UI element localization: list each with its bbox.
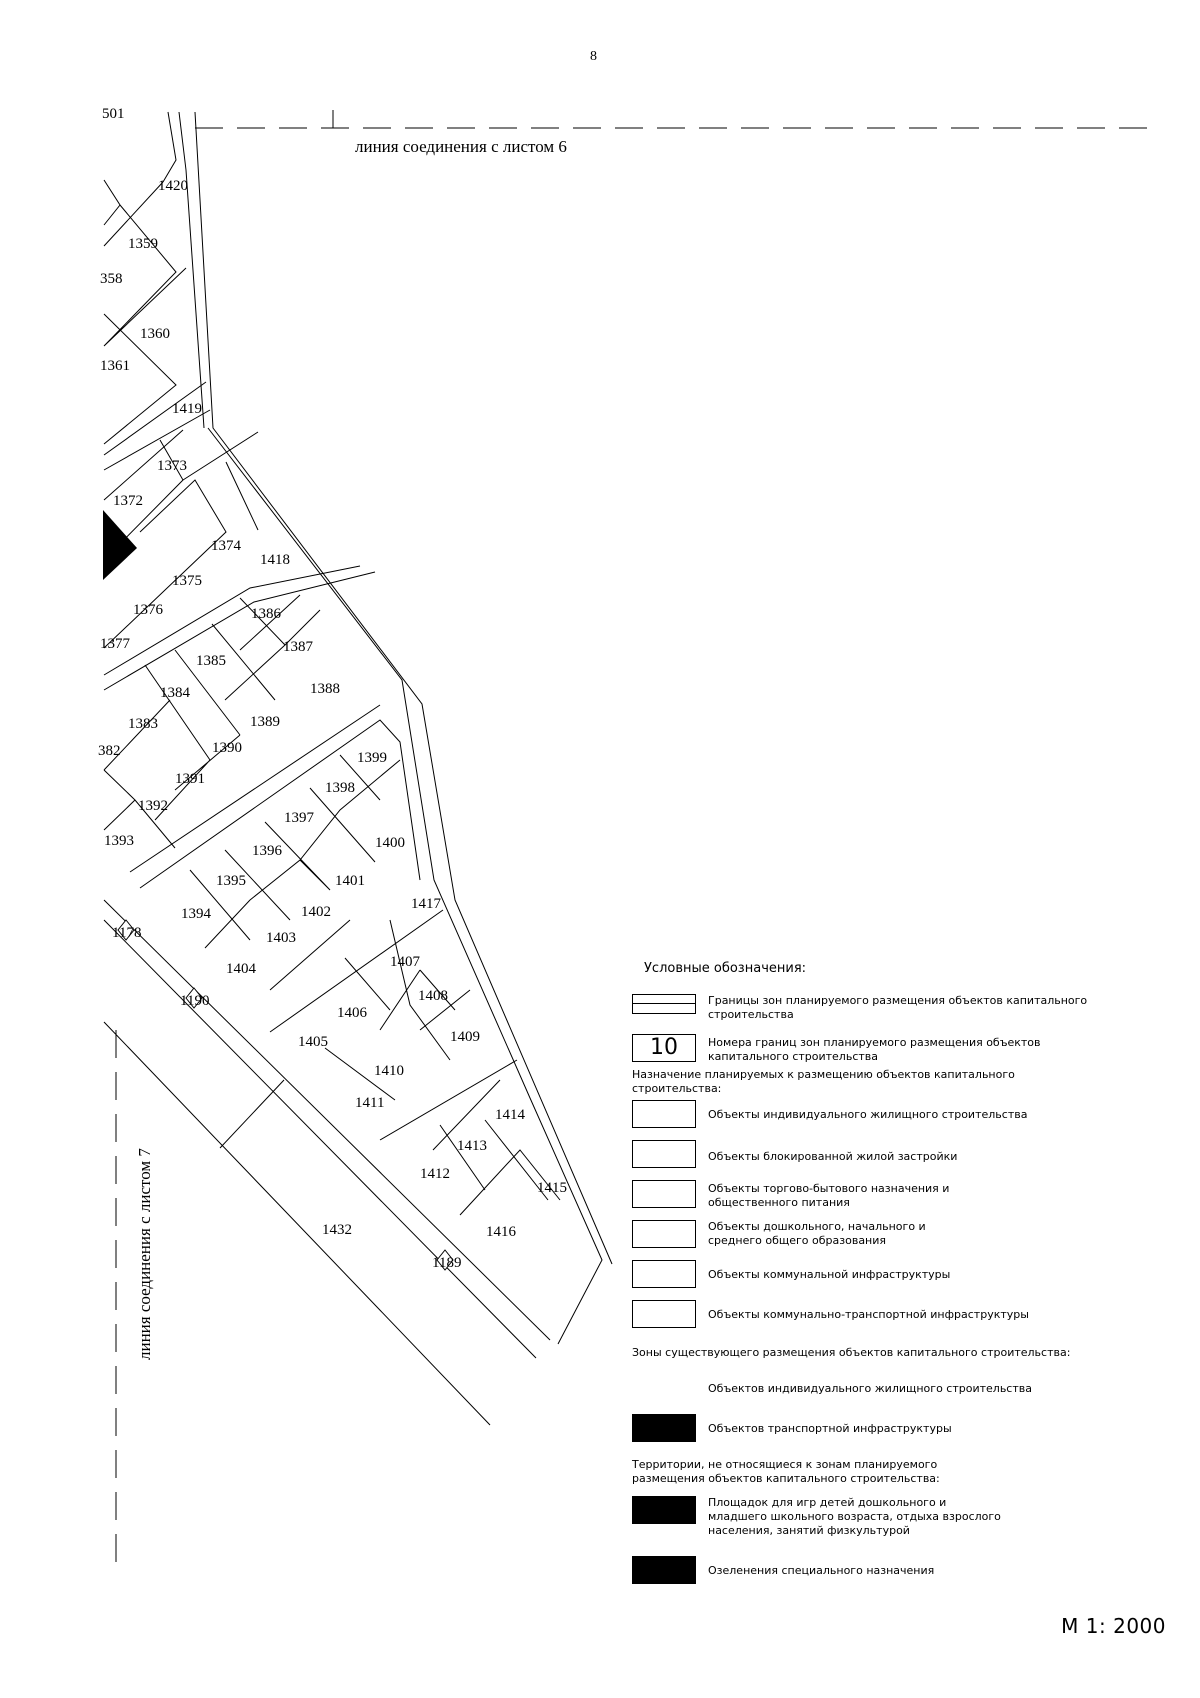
lot-label-1359: 1359 <box>128 236 158 252</box>
lot-label-1382: 382 <box>98 743 121 759</box>
territory-item-2: Озеленения специального назначения <box>708 1564 935 1577</box>
map-scale: М 1: 2000 <box>1061 1614 1166 1638</box>
lot-label-1404: 1404 <box>226 961 256 977</box>
purpose-item-4: Объекты дошкольного, начального и среднего общего образования <box>708 1220 926 1247</box>
territory-heading: Территории, не относящиеся к зонам планируемого размещения объектов капитального строительства: <box>632 1458 940 1485</box>
territory-swatch-1 <box>632 1496 696 1524</box>
lot-label-1420: 1420 <box>158 178 188 194</box>
lot-label-1374: 1374 <box>211 538 241 554</box>
lot-label-1386: 1386 <box>251 606 281 622</box>
lot-label-1392: 1392 <box>138 798 168 814</box>
lot-label-1376: 1376 <box>133 602 163 618</box>
purpose-item-6: Объекты коммунально-транспортной инфраструктуры <box>708 1308 1029 1321</box>
page-number: 8 <box>590 49 597 64</box>
lot-label-1384: 1384 <box>160 685 190 701</box>
purpose-swatch-6 <box>632 1300 696 1328</box>
existing-swatch-2 <box>632 1414 696 1442</box>
sheet-6-connection-label: линия соединения с листом 6 <box>355 137 567 156</box>
purpose-item-3: Объекты торгово-бытового назначения и общественного питания <box>708 1182 950 1209</box>
lot-label-1391: 1391 <box>175 771 205 787</box>
road-inner-edge <box>179 112 204 428</box>
lot-label-1373: 1373 <box>157 458 187 474</box>
lot-1432-lines <box>220 1080 284 1148</box>
lot-label-1417: 1417 <box>411 896 441 912</box>
lot-label-1394: 1394 <box>181 906 211 922</box>
lot-label-1383: 1383 <box>128 716 158 732</box>
road-diagonal-d <box>104 566 360 675</box>
lot-label-1389: 1389 <box>250 714 280 730</box>
purpose-heading: Назначение планируемых к размещению объектов капитального строительства: <box>632 1068 1015 1095</box>
lot-label-1385: 1385 <box>196 653 226 669</box>
lot-label-1409: 1409 <box>450 1029 480 1045</box>
number-text: Номера границ зон планируемого размещения объектов капитального строительства <box>708 1036 1041 1063</box>
existing-item-2: Объектов транспортной инфраструктуры <box>708 1422 952 1435</box>
lot-label-1415: 1415 <box>537 1180 567 1196</box>
lot-label-1399: 1399 <box>357 750 387 766</box>
lot-label-1361: 1361 <box>100 358 130 374</box>
lot-label-1406: 1406 <box>337 1005 367 1021</box>
road-diagonal-a <box>104 382 206 455</box>
lot-label-1401: 1401 <box>335 873 365 889</box>
existing-heading: Зоны существующего размещения объектов капитального строительства: <box>632 1346 1071 1359</box>
boundary-text: Границы зон планируемого размещения объектов капитального строительства <box>708 994 1088 1021</box>
lot-label-1393: 1393 <box>104 833 134 849</box>
lot-label-1411: 1411 <box>355 1095 385 1111</box>
lot-label-1375: 1375 <box>172 573 202 589</box>
lot-label-1412: 1412 <box>420 1166 450 1182</box>
road-diagonal-e <box>140 720 420 888</box>
purpose-swatch-1 <box>632 1100 696 1128</box>
lot-label-1400: 1400 <box>375 835 405 851</box>
sheet-7-connection-label: линия соединения с листом 7 <box>135 1148 154 1360</box>
lot-label-1405: 1405 <box>298 1034 328 1050</box>
lot-label-1403: 1403 <box>266 930 296 946</box>
lot-label-1413: 1413 <box>457 1138 487 1154</box>
lot-label-1407: 1407 <box>390 954 420 970</box>
top-cut-label: 501 <box>102 106 125 122</box>
lot-label-1395: 1395 <box>216 873 246 889</box>
lot-label-1372: 1372 <box>113 493 143 509</box>
lot-label-1396: 1396 <box>252 843 282 859</box>
marker-label-1189: 1189 <box>432 1255 462 1271</box>
lot-label-1388: 1388 <box>310 681 340 697</box>
lot-label-1418: 1418 <box>260 552 290 568</box>
purpose-item-1: Объекты индивидуального жилищного строительства <box>708 1108 1028 1121</box>
territory-swatch-2 <box>632 1556 696 1584</box>
lot-label-1358: 358 <box>100 271 123 287</box>
purpose-swatch-5 <box>632 1260 696 1288</box>
lot-label-1414: 1414 <box>495 1107 525 1123</box>
lot-label-1397: 1397 <box>284 810 314 826</box>
marker-label-1190: 1190 <box>180 993 210 1009</box>
lot-label-1360: 1360 <box>140 326 170 342</box>
existing-swatch-1 <box>632 1374 696 1402</box>
number-example-box: 10 <box>632 1034 696 1062</box>
marker-label-1178: 1178 <box>112 925 142 941</box>
lot-label-1387: 1387 <box>283 639 313 655</box>
lot-label-1402: 1402 <box>301 904 331 920</box>
lot-label-1410: 1410 <box>374 1063 404 1079</box>
lot-label-1398: 1398 <box>325 780 355 796</box>
purpose-item-5: Объекты коммунальной инфраструктуры <box>708 1268 951 1281</box>
territory-item-1: Площадок для игр детей дошкольного и младшего школьного возраста, отдыха взрослого населения, занятий физкультурой <box>708 1496 1001 1537</box>
purpose-item-2: Объекты блокированной жилой застройки <box>708 1150 958 1163</box>
purpose-swatch-4 <box>632 1220 696 1248</box>
lot-label-1408: 1408 <box>418 988 448 1004</box>
lot-label-1390: 1390 <box>212 740 242 756</box>
road-diagonal-c <box>104 572 375 690</box>
purpose-swatch-3 <box>632 1180 696 1208</box>
existing-transport-zone <box>103 510 137 580</box>
purpose-swatch-2 <box>632 1140 696 1168</box>
lot-label-1419: 1419 <box>172 401 202 417</box>
legend-title: Условные обозначения: <box>644 961 807 976</box>
existing-item-1: Объектов индивидуального жилищного строительства <box>708 1382 1032 1395</box>
lot-label-1377: 1377 <box>100 636 130 652</box>
road-west-edge <box>163 112 176 182</box>
lot-label-1416: 1416 <box>486 1224 516 1240</box>
lot-label-1432: 1432 <box>322 1222 352 1238</box>
boundary-swatch <box>632 994 696 1014</box>
